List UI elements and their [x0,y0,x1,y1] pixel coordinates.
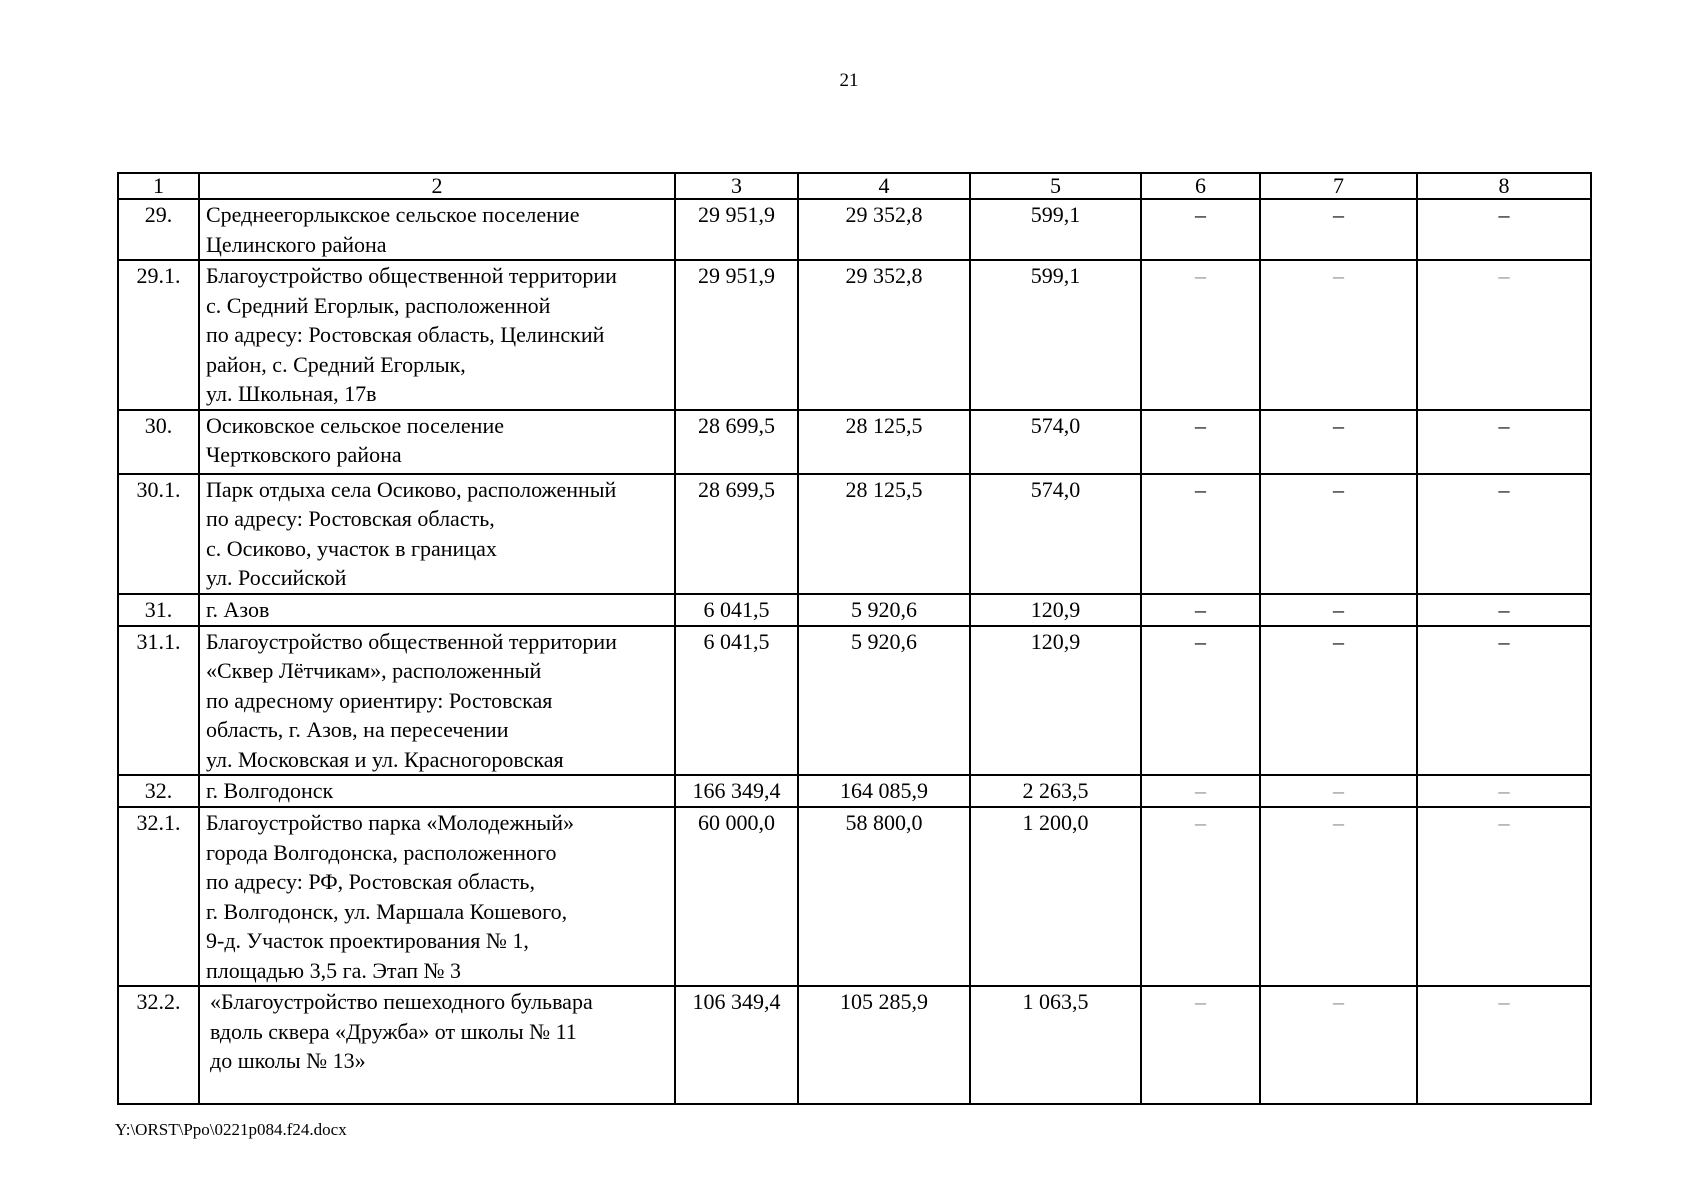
dash-cell-c6: – [1141,410,1260,474]
row-number: 30.1. [118,474,199,594]
dash-cell-c8: – [1417,594,1591,626]
dash-cell-c8: – [1417,474,1591,594]
value-cell-c5: 599,1 [970,260,1141,410]
row-name-line: Осиковское сельское поселение [206,412,504,438]
table-row [118,199,1591,260]
row-number: 29. [118,199,199,260]
row-name-line: с. Средний Егорлык, расположенной [206,292,551,318]
table-row [118,626,1591,776]
row-name [199,260,675,410]
row-name-line: Чертковского района [206,442,402,467]
row-name-line: по адресу: РФ, Ростовская область, [206,869,535,894]
row-name-line: «Благоустройство пешеходного бульвара [210,989,593,1014]
dash-cell-c6: – [1141,260,1260,410]
dash-cell-c8: – [1417,410,1591,474]
dash-cell-c6: – [1141,594,1260,626]
dash-cell-c6: – [1141,199,1260,260]
row-name-line: Целинского района [206,231,387,257]
value-cell-c4: 28 125,5 [798,474,970,594]
row-name-line: Благоустройство общественной территории [206,263,617,288]
row-name-line: ул. Российской [206,565,347,590]
row-name-line: до школы № 13» [210,1048,366,1073]
row-name [199,986,675,1104]
value-cell-c3: 6 041,5 [675,594,798,626]
row-name-line: по адресному ориентиру: Ростовская [206,687,553,713]
row-name-line: ул. Школьная, 17в [206,381,377,406]
dash-cell-c7: – [1260,594,1417,626]
row-number: 30. [118,410,199,474]
value-cell-c4: 28 125,5 [798,410,970,474]
row-number: 29.1. [118,260,199,410]
dash-cell-c7: – [1260,807,1417,986]
value-cell-c4: 29 352,8 [798,199,970,260]
row-name-line: «Сквер Лётчикам», расположенный [206,658,542,683]
value-cell-c5: 599,1 [970,199,1141,260]
dash-cell-c8: – [1417,626,1591,776]
column-header: 6 [1141,173,1260,199]
header-row [118,173,1591,199]
dash-cell-c8: – [1417,199,1591,260]
value-cell-c3: 29 951,9 [675,199,798,260]
row-number: 31. [118,594,199,626]
column-header: 2 [199,173,675,199]
row-name [199,474,675,594]
footer-file-path: Y:\ORST\Ppo\0221p084.f24.docx [115,1120,347,1139]
value-cell-c4: 58 800,0 [798,807,970,986]
row-name-line: г. Волгодонск [206,778,334,803]
row-name [199,626,675,776]
value-cell-c3: 28 699,5 [675,474,798,594]
value-cell-c5: 120,9 [970,594,1141,626]
budget-table [117,172,1592,1105]
dash-cell-c7: – [1260,199,1417,260]
row-name-line: Среднеегорлыкское сельское поселение [206,202,580,227]
table-row [118,260,1591,410]
table-row [118,775,1591,807]
row-name-line: Парк отдыха села Осиково, расположенный [206,476,617,502]
value-cell-c5: 1 063,5 [970,986,1141,1104]
value-cell-c5: 2 263,5 [970,775,1141,807]
row-name-line: Благоустройство общественной территории [206,628,617,654]
column-header: 5 [970,173,1141,199]
dash-cell-c6: – [1141,626,1260,776]
column-header: 8 [1417,173,1591,199]
row-number: 32. [118,775,199,807]
row-name-line: площадью 3,5 га. Этап № 3 [206,957,462,983]
dash-cell-c6: – [1141,775,1260,807]
dash-cell-c7: – [1260,410,1417,474]
value-cell-c5: 1 200,0 [970,807,1141,986]
row-name [199,775,675,807]
table-row [118,986,1591,1104]
value-cell-c5: 120,9 [970,626,1141,776]
table-row [118,474,1591,594]
dash-cell-c6: – [1141,474,1260,594]
row-name-line: область, г. Азов, на пересечении [206,717,509,742]
row-name-line: район, с. Средний Егорлык, [206,351,466,377]
page-number: 21 [839,70,859,91]
row-name-line: ул. Московская и ул. Красногоровская [206,746,564,772]
row-name-line: с. Осиково, участок в границах [206,535,497,561]
column-header: 7 [1260,173,1417,199]
row-name-line: Благоустройство парка «Молодежный» [206,810,574,835]
dash-cell-c8: – [1417,986,1591,1104]
dash-cell-c7: – [1260,474,1417,594]
dash-cell-c7: – [1260,775,1417,807]
row-number: 32.2. [118,986,199,1104]
value-cell-c3: 60 000,0 [675,807,798,986]
value-cell-c4: 5 920,6 [798,626,970,776]
value-cell-c5: 574,0 [970,474,1141,594]
value-cell-c3: 166 349,4 [675,775,798,807]
dash-cell-c7: – [1260,626,1417,776]
row-name-line: вдоль сквера «Дружба» от школы № 11 [210,1018,577,1044]
value-cell-c3: 29 951,9 [675,260,798,410]
value-cell-c4: 105 285,9 [798,986,970,1104]
value-cell-c3: 28 699,5 [675,410,798,474]
value-cell-c4: 164 085,9 [798,775,970,807]
row-number: 32.1. [118,807,199,986]
table-row [118,807,1591,986]
dash-cell-c6: – [1141,986,1260,1104]
row-name [199,199,675,260]
row-name-line: 9-д. Участок проектирования № 1, [206,928,529,953]
row-number: 31.1. [118,626,199,776]
table-row [118,594,1591,626]
value-cell-c3: 106 349,4 [675,986,798,1104]
row-name-line: по адресу: Ростовская область, Целинский [206,322,605,347]
row-name [199,594,675,626]
dash-cell-c8: – [1417,260,1591,410]
dash-cell-c7: – [1260,986,1417,1104]
row-name [199,807,675,986]
column-header: 1 [118,173,199,199]
dash-cell-c7: – [1260,260,1417,410]
value-cell-c4: 29 352,8 [798,260,970,410]
row-name-line: г. Волгодонск, ул. Маршала Кошевого, [206,898,568,924]
dash-cell-c6: – [1141,807,1260,986]
table-row [118,410,1591,474]
value-cell-c5: 574,0 [970,410,1141,474]
row-name-line: города Волгодонска, расположенного [206,839,557,865]
value-cell-c4: 5 920,6 [798,594,970,626]
value-cell-c3: 6 041,5 [675,626,798,776]
row-name-line: г. Азов [206,596,270,622]
dash-cell-c8: – [1417,775,1591,807]
column-header: 3 [675,173,798,199]
column-header: 4 [798,173,970,199]
row-name-line: по адресу: Ростовская область, [206,506,495,531]
row-name [199,410,675,474]
dash-cell-c8: – [1417,807,1591,986]
